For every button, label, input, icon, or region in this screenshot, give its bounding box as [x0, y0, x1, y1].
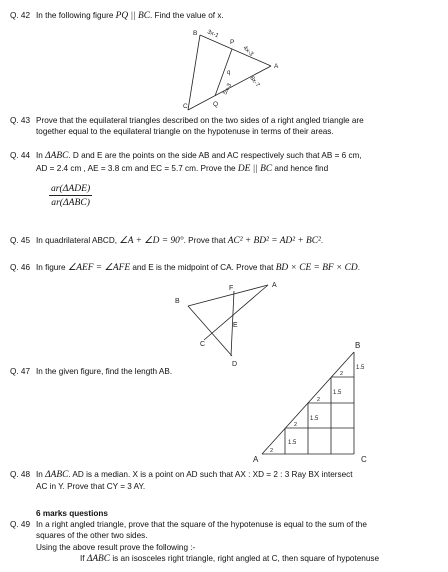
label-c: C	[183, 103, 188, 110]
question-text: AD = 2.4 cm , AE = 3.8 cm and EC = 5.7 cm. Prove the	[36, 164, 238, 174]
question-text: In figure	[36, 263, 68, 272]
question-text: In the following figure	[36, 11, 116, 20]
question-text: and hence find	[272, 164, 329, 174]
question-text: In a right angled triangle, prove that the square of the hypotenuse is equal to the sum of the	[36, 520, 367, 529]
section-heading-text: 6 marks questions	[36, 509, 108, 518]
question-text: In	[36, 151, 46, 160]
question-text: squares of the other two sides.	[36, 531, 148, 541]
fraction-numerator: ar(ΔADE)	[51, 183, 91, 194]
label-2: 2	[317, 397, 321, 403]
math-expression: ∠A + ∠D = 90°	[119, 236, 184, 246]
label-2: 2	[340, 371, 344, 377]
question-49	[0, 519, 444, 566]
label-b: B	[175, 298, 180, 305]
math-expression: PQ || BC	[115, 11, 150, 21]
question-number: Q. 42	[10, 11, 31, 20]
question-text: If	[80, 554, 87, 564]
label-f: F	[229, 285, 234, 292]
label-d: D	[232, 361, 238, 368]
question-number: Q. 43	[10, 116, 31, 125]
question-text: AC in Y. Prove that CY = 3 AY.	[36, 482, 146, 492]
question-text: together equal to the equilateral triangle on the hypotenuse in terms of their areas.	[36, 127, 334, 137]
question-number: Q. 49	[10, 520, 31, 529]
math-expression: DE || BC	[237, 164, 273, 175]
tick-mark: q	[227, 70, 231, 76]
label-8x-7: 8x-7	[248, 75, 261, 89]
question-text: .	[320, 236, 324, 245]
label-a: A	[274, 63, 279, 70]
question-text: In	[36, 470, 46, 479]
question-text: . Find the value of x.	[149, 11, 224, 20]
label-q: Q	[213, 101, 219, 108]
math-expression: ΔABC	[45, 470, 69, 480]
section-heading	[0, 508, 444, 519]
label-1-5: 1.5	[310, 416, 319, 422]
question-text: In quadrilateral ABCD,	[36, 236, 120, 245]
label-b: B	[193, 30, 198, 37]
label-5x-3: 5x-3	[222, 82, 234, 96]
question-number: Q. 47	[10, 367, 31, 376]
question-text: Using the above result prove the following :-	[36, 542, 196, 552]
question-text: is an isosceles right triangle, right angled at C, then square of hypotenuse	[110, 554, 380, 564]
label-e: E	[233, 322, 238, 329]
question-number: Q. 44	[10, 151, 31, 160]
math-expression: BD × CE = BF × CD	[275, 263, 358, 273]
question-text: Prove that the equilateral triangles described on the two sides of a right angled triangle are	[36, 116, 364, 125]
question-text: . D and E are the points on the side AB and AC respectively such that AB = 6 cm,	[68, 151, 362, 160]
label-a: A	[272, 282, 277, 289]
question-number: Q. 45	[10, 236, 31, 245]
fraction-denominator: ar(ΔABC)	[51, 197, 90, 208]
question-text: In the given figure, find the length AB.	[36, 367, 173, 376]
question-48	[0, 469, 444, 493]
question-number: Q. 46	[10, 263, 31, 272]
math-expression: ΔABC	[45, 151, 69, 161]
math-expression: ∠AEF = ∠AFE	[67, 263, 131, 273]
label-2: 2	[294, 422, 298, 428]
question-text: .	[357, 263, 360, 272]
question-text: . Prove that	[183, 236, 228, 245]
label-c: C	[361, 455, 367, 464]
label-2: 2	[270, 448, 274, 454]
question-number: Q. 48	[10, 470, 31, 479]
label-3x-1: 3x-1	[206, 29, 220, 40]
math-expression: ΔABC	[86, 554, 111, 565]
question-text: and E is the midpoint of CA. Prove that	[130, 263, 276, 272]
label-p: P	[230, 39, 235, 46]
label-4x-3: 4x-3	[241, 45, 255, 58]
label-a: A	[253, 455, 259, 464]
label-1-5: 1.5	[333, 390, 342, 396]
label-1-5: 1.5	[288, 440, 297, 446]
label-1-5: 1.5	[356, 365, 365, 371]
label-b: B	[355, 341, 361, 350]
math-expression: AC² + BD² = AD² + BC²	[227, 236, 321, 246]
label-c: C	[200, 341, 206, 348]
question-text: . AD is a median. X is a point on AD such that AX : XD = 2 : 3 Ray BX intersect	[68, 470, 353, 479]
